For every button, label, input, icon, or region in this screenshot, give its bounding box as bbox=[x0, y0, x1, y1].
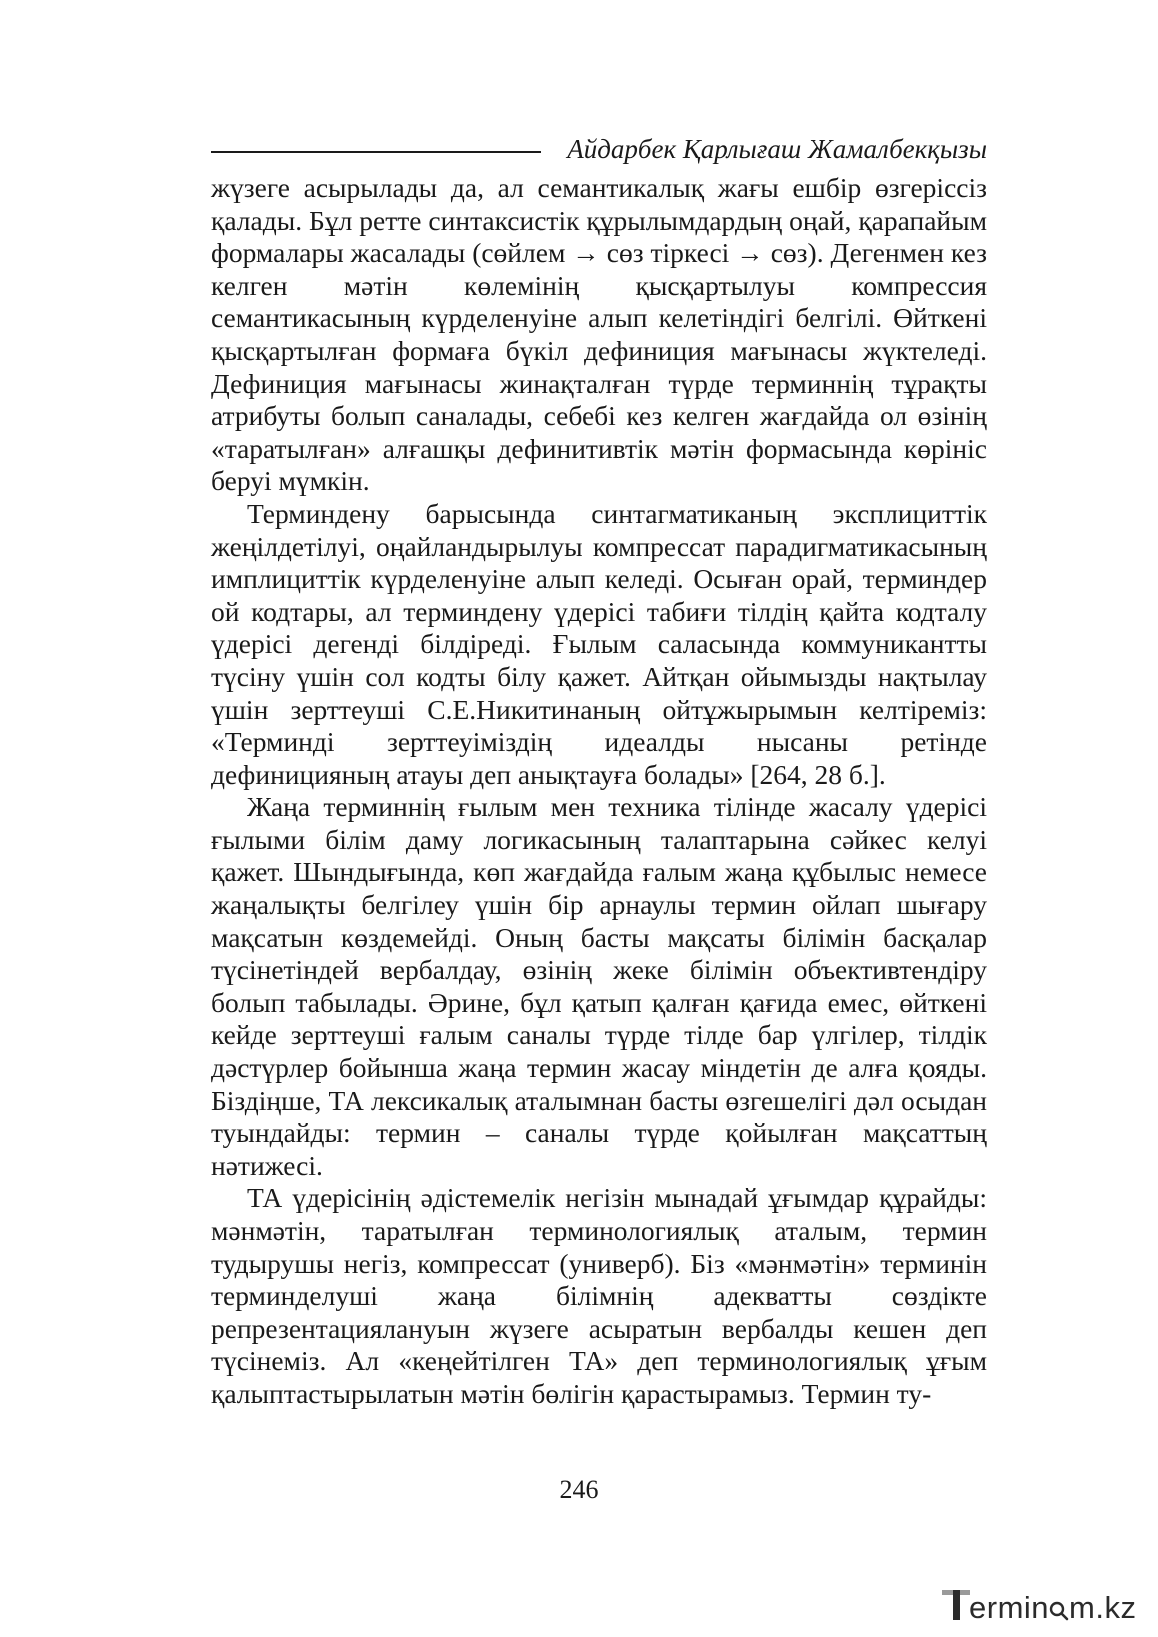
watermark-logo bbox=[942, 1588, 1142, 1626]
magnifier-icon bbox=[1049, 1591, 1069, 1625]
paragraph-4: ТА үдерісінің әдістемелік негізін мынадай ұғымдар құрайды: мәнмәтін, таратылған терминологиялық аталым, термин тудырушы негіз, компрессат (универб). Біз «мәнмәтін» терминін терминделуші жаңа білімнің адекватты сөздікте репрезентациялануын жүзеге асыратын вербалды кешен деп түсінеміз. Ал «кеңейтілген ТА» деп терминологиялық ұғым қалыптастырылатын мәтін бөлігін қарастырамыз. Термин ту- bbox=[211, 1182, 987, 1409]
watermark-text-start: ermin bbox=[969, 1590, 1050, 1625]
watermark-text bbox=[969, 1591, 1136, 1625]
page-number: 246 bbox=[559, 1475, 599, 1504]
watermark-t-glyph bbox=[942, 1588, 972, 1622]
paragraph-1: жүзеге асырылады да, ал семантикалық жағы ешбір өзгеріссіз қалады. Бұл ретте синтаксистік құрылымдардың оңай, қарапайым формалары жасалады (сөйлем → сөз тіркесі → сөз). Дегенмен кез келген мәтін көлемінің қысқартылуы компрессия семантикасының күрделенуіне алып келетіндігі белгілі. Өйткені қысқартылған формаға бүкіл дефиниция мағынасы жүктеледі. Дефиниция мағынасы жинақталған түрде терминнің тұрақты атрибуты болып саналады, себебі кез келген жағдайда ол өзінің «таратылған» алғашқы дефинитивтік мәтін формасында көрініс беруі мүмкін. bbox=[211, 172, 987, 497]
header-rule bbox=[211, 151, 541, 153]
paragraph-3: Жаңа терминнің ғылым мен техника тілінде жасалу үдерісі ғылыми білім даму логикасының талаптарына сәйкес келуі қажет. Шындығында, көп жағдайда ғалым жаңа құбылыс немесе жаңалықты белгілеу үшін бір арнаулы термин ойлап шығару мақсатын көздемейді. Оның басты мақсаты білімін басқалар түсінетіндей вербалдау, өзінің жеке білімін объективтендіру болып табылады. Әрине, бұл қатып қалған қағида емес, өйткені кейде зерттеуші ғалым саналы түрде тілде бар үлгілер, тілдік дәстүрлер бойынша жаңа термин жасау міндетін де алға қояды. Біздіңше, ТА лексикалық аталымнан басты өзгешелігі дәл осыдан туындайды: термин – саналы түрде қойылған мақсаттың нәтижесі. bbox=[211, 791, 987, 1181]
running-header bbox=[211, 132, 987, 166]
watermark-text-end: m.kz bbox=[1069, 1590, 1137, 1625]
paragraph-2: Терминдену барысында синтагматиканың эксплициттік жеңілдетілуі, оңайландырылуы компрессат парадигматикасының имплициттік күрделенуіне алып келеді. Осыған орай, терминдер ой кодтары, ал терминдену үдерісі табиғи тілдің қайта кодталу үдерісі дегенді білдіреді. Ғылым саласында коммуникантты түсіну үшін сол кодты білу қажет. Айтқан ойымызды нақтылау үшін зерттеуші С.Е.Никитинаның ойтұжырымын келтіреміз: «Терминді зерттеуіміздің идеалды нысаны ретінде дефиницияның атауы деп анықтауға болады» [264, 28 б.]. bbox=[211, 497, 987, 790]
header-author: Айдарбек Қарлығаш Жамалбекқызы bbox=[567, 134, 987, 164]
body-text bbox=[211, 172, 987, 1411]
